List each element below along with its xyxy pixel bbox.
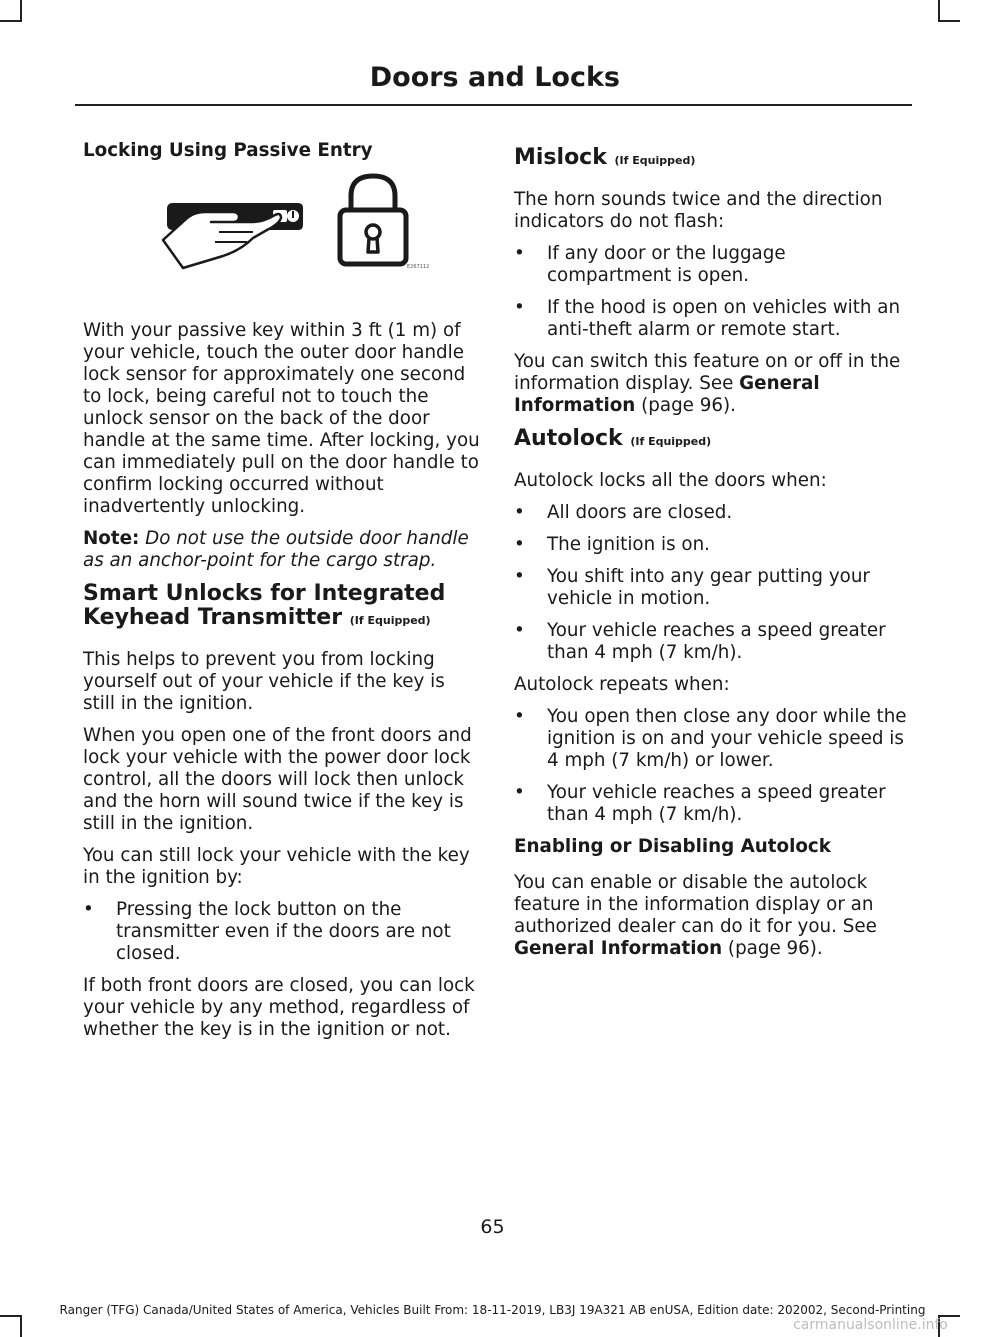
note-label: Note: — [83, 528, 140, 549]
door-handle-lock-illustration — [163, 170, 430, 270]
list-item: • If the hood is open on vehicles with an anti-theft alarm or remote start. — [514, 297, 901, 340]
watermark: carmanualsonline.info — [793, 1317, 948, 1333]
if-equipped-tag: (If Equipped) — [614, 154, 696, 167]
if-equipped-tag: (If Equipped) — [349, 614, 431, 627]
autolock-list-1 — [514, 502, 912, 664]
autolock-p2: Autolock repeats when: — [514, 674, 730, 695]
general-information-link[interactable]: General Information — [514, 373, 820, 416]
list-item: • If any door or the luggage compartment is open. — [514, 243, 786, 286]
general-information-link[interactable]: General Information — [514, 938, 723, 959]
heading-enabling-autolock: Enabling or Disabling Autolock — [514, 836, 831, 857]
enabling-p1: You can enable or disable the autolock feature in the information display or an authorized dealer can do it for you. See General Information (page 96). — [514, 872, 877, 959]
if-equipped-tag: (If Equipped) — [630, 435, 712, 448]
page-number: 65 — [480, 1216, 505, 1238]
list-item: • Your vehicle reaches a speed greater than 4 mph (7 km/h). — [514, 782, 886, 825]
crop-mark-top-right-h — [938, 20, 960, 22]
smart-unlocks-p4: If both front doors are closed, you can lock your vehicle by any method, regardless of whether the key is in the ignition or not. — [83, 975, 475, 1040]
mislock-p1: The horn sounds twice and the direction indicators do not flash: — [514, 189, 883, 232]
smart-unlocks-p1: This helps to prevent you from locking yourself out of your vehicle if the key is still in the ignition. — [83, 649, 445, 714]
heading-autolock: Autolock (If Equipped) — [514, 426, 712, 451]
crop-mark-top-left-h — [0, 20, 22, 22]
list-item: • The ignition is on. — [514, 534, 710, 555]
smart-unlocks-p3: You can still lock your vehicle with the key in the ignition by: — [83, 845, 470, 888]
list-item: • Pressing the lock button on the transmitter even if the doors are not closed. — [83, 899, 451, 964]
smart-unlocks-list — [83, 899, 481, 965]
autolock-list-2 — [514, 706, 912, 826]
list-item: • You shift into any gear putting your vehicle in motion. — [514, 566, 870, 609]
illustration-code: E267112 — [407, 264, 430, 270]
autolock-p1: Autolock locks all the doors when: — [514, 470, 827, 491]
list-item: • All doors are closed. — [514, 502, 733, 523]
mislock-p2: You can switch this feature on or off in the information display. See General Information (page 96). — [514, 351, 901, 416]
left-column — [83, 140, 481, 1051]
list-item: • You open then close any door while the ignition is on and your vehicle speed is 4 mph (7 km/h) or lower. — [514, 706, 907, 771]
heading-mislock: Mislock (If Equipped) — [514, 145, 696, 170]
heading-passive-entry: Locking Using Passive Entry — [83, 140, 373, 161]
note-text: Do not use the outside door handle as an anchor-point for the cargo strap. — [83, 528, 469, 571]
footer-text: Ranger (TFG) Canada/United States of America, Vehicles Built From: 18-11-2019, LB3J 19A321 AB enUSA, Edition date: 202002, Second-Printing — [59, 1303, 926, 1317]
crop-mark-bottom-left — [20, 1315, 22, 1337]
mislock-list — [514, 243, 912, 341]
crop-mark-top-right — [938, 0, 940, 22]
smart-unlocks-p2: When you open one of the front doors and lock your vehicle with the power door lock control, all the doors will lock then unlock and the horn will sound twice if the key is still in the ignition. — [83, 725, 472, 834]
page-header-title: Doors and Locks — [369, 62, 620, 93]
passive-entry-note — [83, 528, 481, 572]
padlock-icon — [340, 176, 406, 264]
heading-smart-unlocks: Smart Unlocks for Integrated Keyhead Transmitter (If Equipped) — [83, 581, 446, 630]
crop-mark-top-left — [20, 0, 22, 22]
passive-entry-body: With your passive key within 3 ft (1 m) of your vehicle, touch the outer door handle lock sensor for approximately one second to lock, being careful not to touch the unlock sensor on the back of the door handle at the same time. After locking, you can immediately pull on the door handle to confirm locking occurred without inadvertently unlocking. — [83, 320, 480, 517]
header-rule — [75, 104, 912, 106]
list-item: • Your vehicle reaches a speed greater than 4 mph (7 km/h). — [514, 620, 886, 663]
right-column — [514, 140, 912, 970]
passive-entry-illustration — [83, 170, 481, 320]
